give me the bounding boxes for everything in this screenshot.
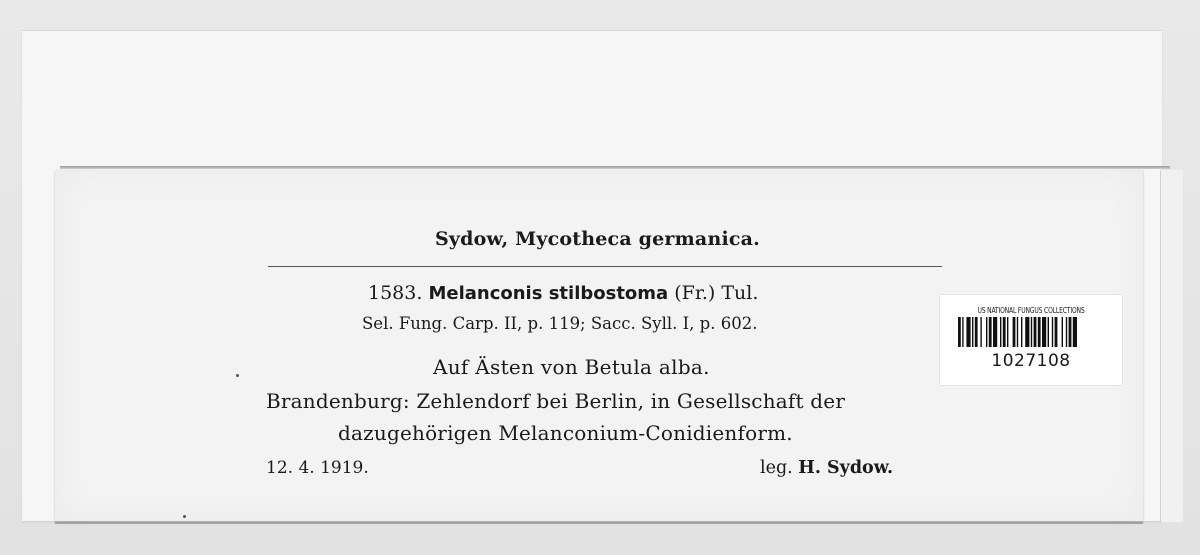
species-authority: (Fr.) Tul.	[674, 282, 759, 304]
series-title: Sydow, Mycotheca germanica.	[435, 228, 760, 250]
barcode-bar	[989, 317, 992, 347]
species-name: Melanconis stilbostoma	[428, 283, 669, 304]
envelope-flap-crease	[60, 166, 1170, 169]
barcode-icon	[958, 317, 1106, 347]
species-line	[368, 284, 758, 303]
barcode-bar	[1021, 317, 1022, 347]
barcode-bar	[1000, 317, 1001, 347]
collector-name: H. Sydow.	[798, 458, 894, 478]
barcode-bar	[1031, 317, 1032, 347]
collection-date: 12. 4. 1919.	[266, 458, 369, 478]
barcode-bar	[972, 317, 973, 347]
barcode-bar	[1052, 317, 1053, 347]
barcode-bar	[1066, 317, 1067, 347]
barcode-bar	[1003, 317, 1006, 347]
exsiccata-number: 1583.	[368, 282, 423, 304]
barcode-bar	[1017, 317, 1018, 347]
barcode-label	[940, 295, 1122, 385]
barcode-bar	[1062, 317, 1063, 347]
barcode-bar	[986, 317, 987, 347]
barcode-bar	[966, 317, 970, 347]
barcode-bar	[1034, 317, 1037, 347]
barcode-number: 1027108	[991, 351, 1071, 371]
locality-line-2: dazugehörigen Melanconium-Conidienform.	[338, 421, 793, 445]
barcode-bar	[1073, 317, 1077, 347]
barcode-bar	[1038, 317, 1041, 347]
collector-prefix: leg.	[760, 458, 793, 478]
barcode-bar	[980, 317, 981, 347]
barcode-bar	[1025, 317, 1029, 347]
envelope-edge	[1160, 170, 1183, 522]
barcode-bar	[1042, 317, 1046, 347]
barcode-bar	[1013, 317, 1016, 347]
barcode-institution: US NATIONAL FUNGUS COLLECTIONS	[977, 305, 1085, 315]
dust-speck	[183, 515, 186, 518]
literature-reference: Sel. Fung. Carp. II, p. 119; Sacc. Syll. I, p. 602.	[362, 314, 758, 333]
title-divider	[268, 266, 942, 267]
barcode-bar	[1007, 317, 1008, 347]
barcode-bar	[1069, 317, 1072, 347]
label-shadow	[55, 521, 1143, 524]
barcode-bar	[962, 317, 963, 347]
barcode-bar	[975, 317, 978, 347]
barcode-bar	[993, 317, 997, 347]
dust-speck	[236, 374, 239, 377]
collector	[760, 460, 893, 478]
host-info: Auf Ästen von Betula alba.	[433, 355, 710, 379]
barcode-bar	[958, 317, 961, 347]
locality-line-1: Brandenburg: Zehlendorf bei Berlin, in Gesellschaft der	[266, 389, 846, 413]
barcode-bar	[1048, 317, 1049, 347]
barcode-bar	[1055, 317, 1058, 347]
